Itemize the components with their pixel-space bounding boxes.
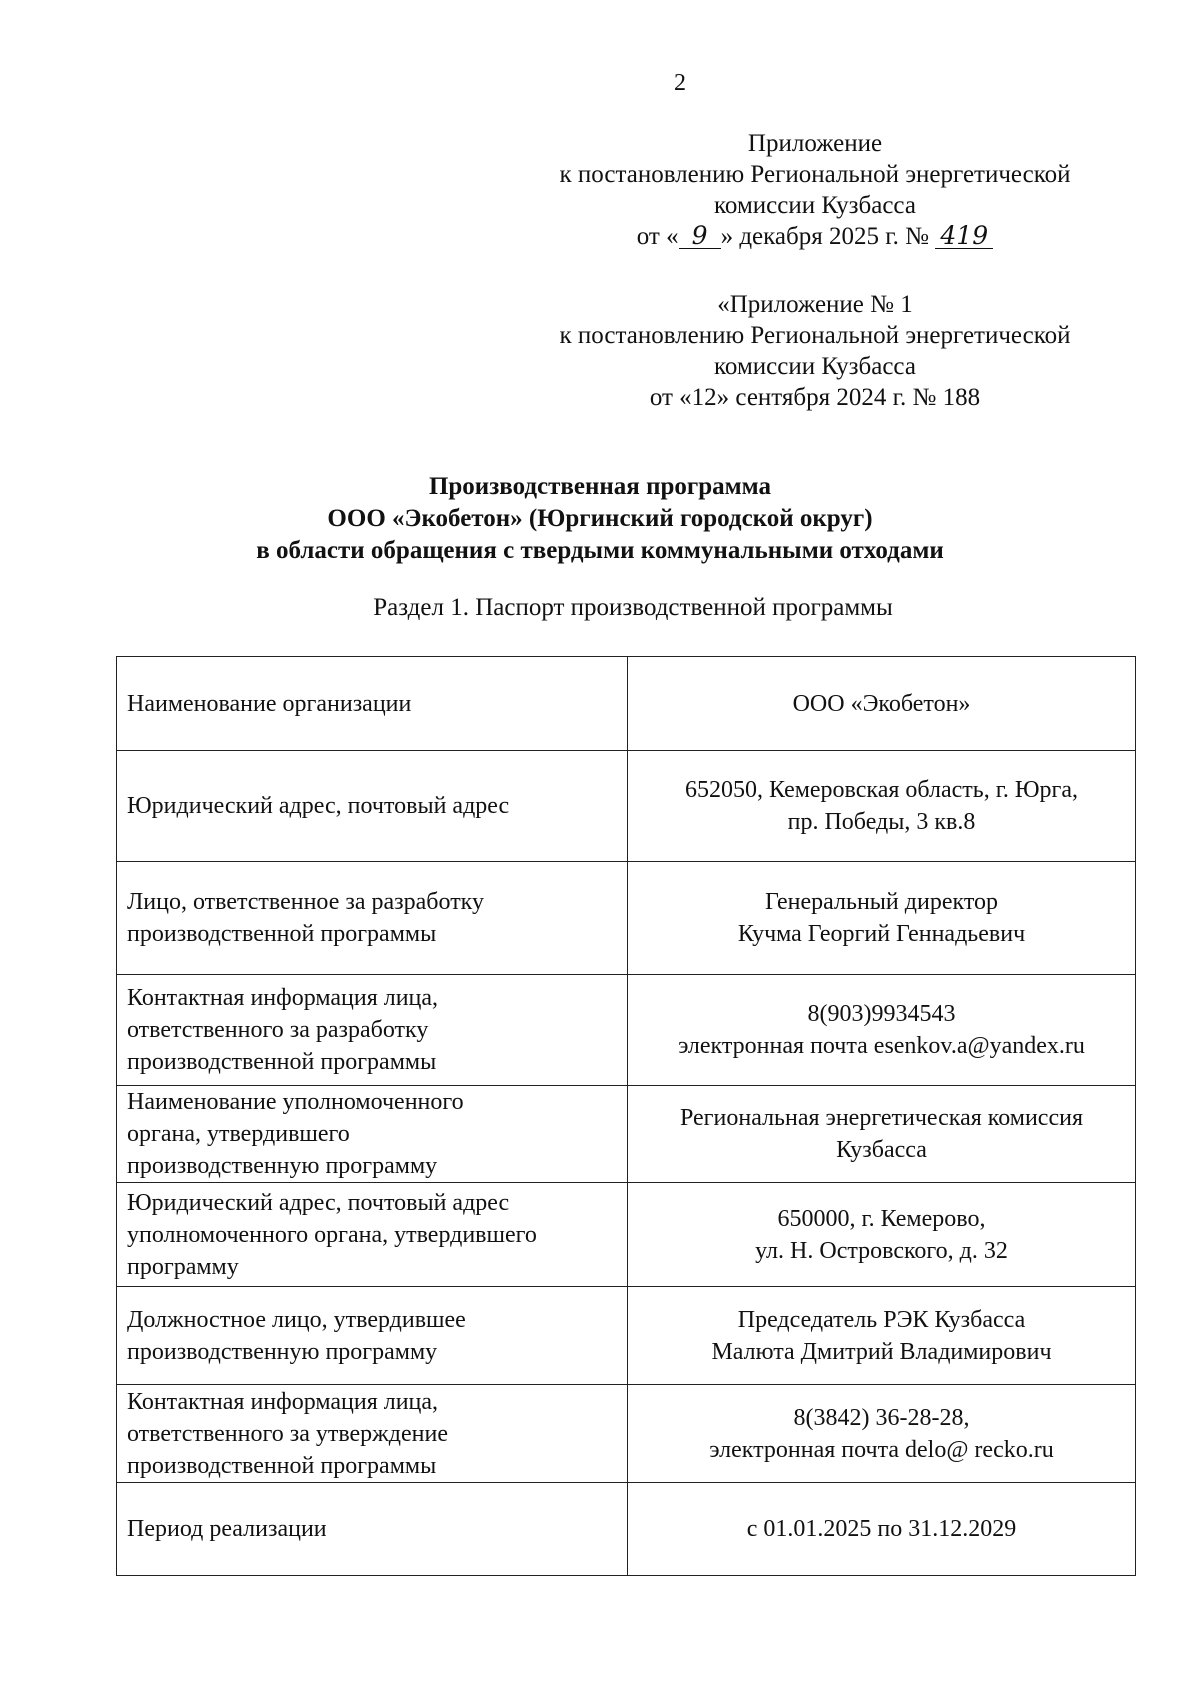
table-row [117, 751, 1136, 862]
document-title-line: ООО «Экобетон» (Юргинский городской округ) [327, 505, 873, 532]
row-label [117, 1287, 628, 1385]
row-label [117, 1086, 628, 1183]
document-title [0, 471, 1200, 567]
row-label-line: производственной программы [127, 1049, 437, 1075]
row-value [628, 1483, 1136, 1576]
row-label [117, 975, 628, 1086]
row-label-line: Юридический адрес, почтовый адрес [127, 793, 510, 819]
row-value-line: ул. Н. Островского, д. 32 [755, 1237, 1008, 1264]
table-row [117, 657, 1136, 751]
row-label [117, 1483, 628, 1576]
previous-appendix-line: «Приложение № 1 [717, 291, 913, 318]
row-label-line: ответственного за утверждение [127, 1420, 448, 1447]
row-label [117, 1385, 628, 1483]
row-value [628, 1183, 1136, 1287]
previous-appendix-line: к постановлению Региональной энергетической [559, 322, 1071, 349]
handwritten-day: 9 [679, 224, 721, 249]
document-title-line: в области обращения с твердыми коммунальными отходами [256, 537, 944, 564]
row-label-line: производственной программы [127, 921, 437, 947]
row-label-line: Период реализации [127, 1516, 327, 1542]
row-value [628, 862, 1136, 975]
row-label-line: Должностное лицо, утвердившее [127, 1306, 466, 1333]
row-label-line: Наименование организации [127, 690, 412, 717]
appendix-header-date [470, 221, 1160, 252]
table-row [117, 1483, 1136, 1576]
handwritten-number: 419 [935, 224, 993, 249]
appendix-header-line: к постановлению Региональной энергетической [559, 161, 1071, 188]
row-value-line: пр. Победы, 3 кв.8 [787, 809, 976, 835]
appendix-header-line: комиссии Кузбасса [714, 192, 916, 219]
row-value-line: электронная почта esenkov.a@yandex.ru [678, 1033, 1085, 1059]
row-value-line: 652050, Кемеровская область, г. Юрга, [684, 777, 1079, 803]
table-row [117, 975, 1136, 1086]
table-row [117, 1385, 1136, 1483]
previous-appendix-header [470, 289, 1160, 413]
row-value-line: Кузбасса [836, 1137, 927, 1163]
row-value [628, 751, 1136, 862]
row-label [117, 1183, 628, 1287]
row-value [628, 975, 1136, 1086]
row-value [628, 657, 1136, 751]
row-label-line: уполномоченного органа, утвердившего [127, 1221, 537, 1248]
row-value-line: Генеральный директор [764, 889, 998, 915]
appendix-header [470, 128, 1160, 252]
row-value-line: Председатель РЭК Кузбасса [737, 1306, 1026, 1333]
previous-appendix-line: комиссии Кузбасса [714, 353, 916, 380]
row-label-line: производственной программы [127, 1452, 437, 1479]
table-row [117, 1086, 1136, 1183]
previous-appendix-line: от «12» сентября 2024 г. № 188 [649, 384, 981, 411]
row-value [628, 1086, 1136, 1183]
row-label [117, 751, 628, 862]
row-label-line: Лицо, ответственное за разработку [127, 889, 484, 915]
table-row [117, 1183, 1136, 1287]
date-middle: » декабря 2025 г. № [720, 223, 930, 250]
row-value-line: 8(903)9934543 [807, 1001, 956, 1027]
table-row [117, 862, 1136, 975]
appendix-header-line: Приложение [747, 130, 883, 157]
row-value-line: Малюта Дмитрий Владимирович [711, 1338, 1052, 1365]
row-label-line: Наименование уполномоченного [127, 1089, 464, 1115]
row-label-line: Контактная информация лица, [127, 1388, 439, 1415]
page-number: 2 [674, 70, 686, 96]
row-label-line: производственную программу [127, 1153, 438, 1179]
row-value [628, 1287, 1136, 1385]
row-label [117, 657, 628, 751]
row-label-line: производственную программу [127, 1338, 438, 1365]
passport-table [116, 656, 1136, 1576]
row-value-line: электронная почта delo@ recko.ru [709, 1436, 1054, 1463]
row-value-line: с 01.01.2025 по 31.12.2029 [746, 1516, 1017, 1542]
row-value-line: Кучма Георгий Геннадьевич [737, 921, 1026, 947]
row-value-line: 8(3842) 36-28-28, [793, 1404, 970, 1431]
date-prefix: от « [636, 223, 679, 250]
row-value-line: ООО «Экобетон» [792, 690, 971, 717]
row-value-line: Региональная энергетическая комиссия [679, 1105, 1083, 1131]
row-label-line: ответственного за разработку [127, 1017, 429, 1043]
row-value [628, 1385, 1136, 1483]
row-value-line: 650000, г. Кемерово, [777, 1205, 986, 1232]
document-title-line: Производственная программа [428, 473, 772, 500]
row-label [117, 862, 628, 975]
section-title: Раздел 1. Паспорт производственной программы [373, 594, 893, 621]
row-label-line: Юридический адрес, почтовый адрес [127, 1189, 510, 1216]
table-row [117, 1287, 1136, 1385]
row-label-line: органа, утвердившего [127, 1121, 350, 1147]
row-label-line: программу [127, 1253, 239, 1280]
row-label-line: Контактная информация лица, [127, 985, 439, 1011]
